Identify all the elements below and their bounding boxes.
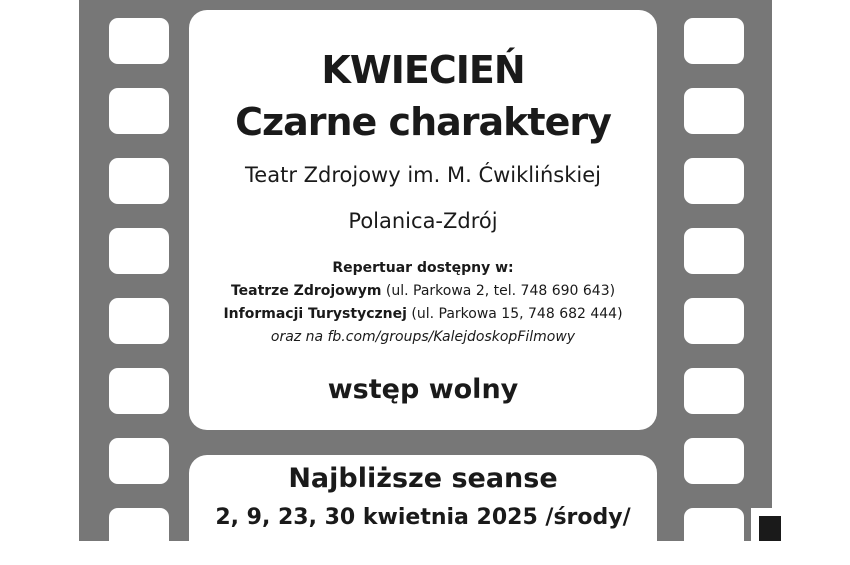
film-perforation <box>109 298 169 344</box>
film-perforation <box>109 368 169 414</box>
poster-info-frame <box>189 10 657 430</box>
location-2-name: Informacji Turystycznej <box>223 306 407 322</box>
film-perforation <box>109 158 169 204</box>
venue-name: Teatr Zdrojowy im. M. Ćwiklińskiej <box>245 163 601 187</box>
admission-note: wstęp wolny <box>327 374 519 405</box>
film-perforation <box>109 228 169 274</box>
city-name: Polanica-Zdrój <box>348 209 498 233</box>
month-heading: KWIECIEŃ <box>321 48 525 92</box>
location-1-name: Teatrze Zdrojowym <box>230 283 382 299</box>
corner-block <box>759 516 781 541</box>
film-perforation <box>684 158 744 204</box>
repertoire-heading: Repertuar dostępny w: <box>332 260 514 276</box>
film-perforation <box>109 438 169 484</box>
film-perforation <box>684 228 744 274</box>
screening-dates: 2, 9, 23, 30 kwietnia 2025 /środy/ <box>215 505 631 530</box>
repertoire-location-2 <box>189 306 657 322</box>
corner-mark <box>751 508 781 541</box>
facebook-group-link-text: oraz na fb.com/groups/KalejdoskopFilmowy <box>270 329 576 345</box>
location-1-detail: (ul. Parkowa 2, tel. 748 690 643) <box>385 283 616 299</box>
film-perforation <box>109 18 169 64</box>
film-perforation <box>684 18 744 64</box>
screenings-frame <box>189 455 657 565</box>
film-perforation <box>684 438 744 484</box>
film-perforation <box>684 508 744 554</box>
upcoming-heading: Najbliższe seanse <box>288 463 558 494</box>
film-perforation <box>684 298 744 344</box>
film-perforation <box>109 508 169 554</box>
location-2-detail: (ul. Parkowa 15, 748 682 444) <box>411 306 623 322</box>
repertoire-location-1 <box>189 283 657 299</box>
film-perforation <box>109 88 169 134</box>
film-perforation <box>684 368 744 414</box>
film-perforation <box>684 88 744 134</box>
cycle-title: Czarne charaktery <box>235 100 611 144</box>
